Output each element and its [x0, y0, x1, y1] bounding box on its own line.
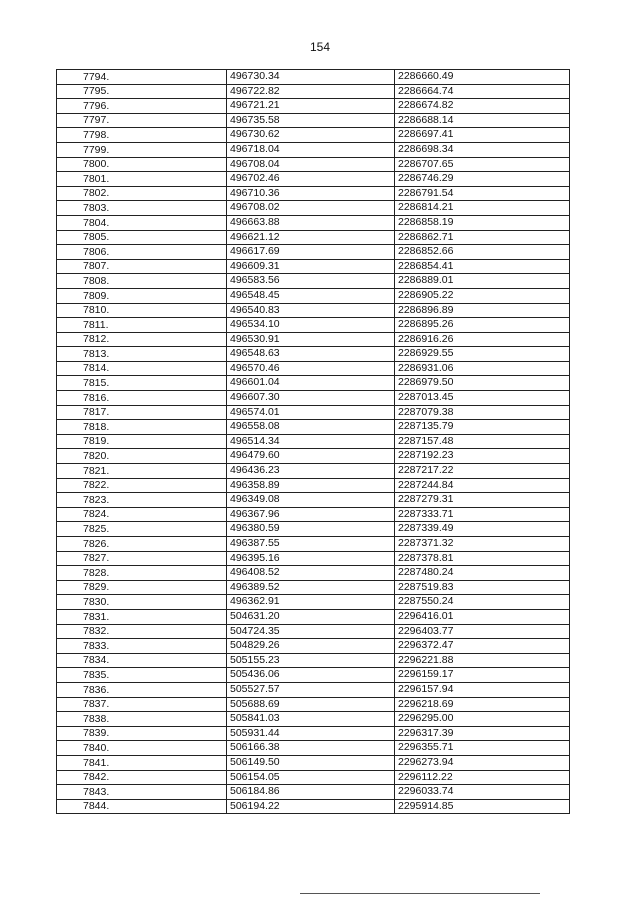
point-number-cell: 7805. — [57, 230, 227, 245]
y-coordinate-cell: 2286746.29 — [395, 172, 570, 187]
point-number-cell: 7816. — [57, 391, 227, 406]
y-coordinate-cell: 2296159.17 — [395, 668, 570, 683]
point-number-cell: 7807. — [57, 259, 227, 274]
table-row — [57, 391, 570, 406]
table-row — [57, 434, 570, 449]
y-coordinate-cell: 2286660.49 — [395, 70, 570, 85]
y-coordinate-cell: 2286854.41 — [395, 259, 570, 274]
y-coordinate-cell: 2286674.82 — [395, 99, 570, 114]
point-number-cell: 7834. — [57, 653, 227, 668]
table-row — [57, 741, 570, 756]
x-coordinate-cell: 496349.08 — [227, 493, 395, 508]
point-number-cell: 7813. — [57, 347, 227, 362]
point-number-cell: 7838. — [57, 712, 227, 727]
y-coordinate-cell: 2286889.01 — [395, 274, 570, 289]
y-coordinate-cell: 2286688.14 — [395, 113, 570, 128]
table-row — [57, 682, 570, 697]
x-coordinate-cell: 505688.69 — [227, 697, 395, 712]
table-row — [57, 493, 570, 508]
y-coordinate-cell: 2286979.50 — [395, 376, 570, 391]
y-coordinate-cell: 2286929.55 — [395, 347, 570, 362]
point-number-cell: 7822. — [57, 478, 227, 493]
table-row — [57, 318, 570, 333]
y-coordinate-cell: 2286862.71 — [395, 230, 570, 245]
y-coordinate-cell: 2287135.79 — [395, 420, 570, 435]
y-coordinate-cell: 2286698.34 — [395, 142, 570, 157]
x-coordinate-cell: 506154.05 — [227, 770, 395, 785]
x-coordinate-cell: 504724.35 — [227, 624, 395, 639]
point-number-cell: 7796. — [57, 99, 227, 114]
y-coordinate-cell: 2296112.22 — [395, 770, 570, 785]
point-number-cell: 7828. — [57, 566, 227, 581]
table-row — [57, 113, 570, 128]
point-number-cell: 7836. — [57, 682, 227, 697]
point-number-cell: 7815. — [57, 376, 227, 391]
x-coordinate-cell: 496607.30 — [227, 391, 395, 406]
table-row — [57, 303, 570, 318]
y-coordinate-cell: 2287013.45 — [395, 391, 570, 406]
table-row — [57, 128, 570, 143]
point-number-cell: 7795. — [57, 84, 227, 99]
x-coordinate-cell: 505527.57 — [227, 682, 395, 697]
y-coordinate-cell: 2296295.00 — [395, 712, 570, 727]
x-coordinate-cell: 496708.04 — [227, 157, 395, 172]
x-coordinate-cell: 496583.56 — [227, 274, 395, 289]
point-number-cell: 7832. — [57, 624, 227, 639]
table-row — [57, 172, 570, 187]
point-number-cell: 7806. — [57, 245, 227, 260]
footer-rule — [300, 893, 540, 894]
y-coordinate-cell: 2296273.94 — [395, 755, 570, 770]
y-coordinate-cell: 2287339.49 — [395, 522, 570, 537]
y-coordinate-cell: 2287244.84 — [395, 478, 570, 493]
y-coordinate-cell: 2287192.23 — [395, 449, 570, 464]
table-row — [57, 70, 570, 85]
point-number-cell: 7794. — [57, 70, 227, 85]
y-coordinate-cell: 2286814.21 — [395, 201, 570, 216]
x-coordinate-cell: 496514.34 — [227, 434, 395, 449]
point-number-cell: 7824. — [57, 507, 227, 522]
point-number-cell: 7803. — [57, 201, 227, 216]
y-coordinate-cell: 2296372.47 — [395, 639, 570, 654]
y-coordinate-cell: 2286916.26 — [395, 332, 570, 347]
table-row — [57, 770, 570, 785]
x-coordinate-cell: 496530.91 — [227, 332, 395, 347]
x-coordinate-cell: 504631.20 — [227, 609, 395, 624]
x-coordinate-cell: 505436.06 — [227, 668, 395, 683]
y-coordinate-cell: 2287371.32 — [395, 537, 570, 552]
table-row — [57, 551, 570, 566]
table-row — [57, 84, 570, 99]
x-coordinate-cell: 496548.45 — [227, 288, 395, 303]
y-coordinate-cell: 2286852.66 — [395, 245, 570, 260]
table-row — [57, 668, 570, 683]
y-coordinate-cell: 2287519.83 — [395, 580, 570, 595]
y-coordinate-cell: 2286791.54 — [395, 186, 570, 201]
table-row — [57, 157, 570, 172]
table-row — [57, 99, 570, 114]
point-number-cell: 7814. — [57, 361, 227, 376]
table-row — [57, 537, 570, 552]
point-number-cell: 7817. — [57, 405, 227, 420]
point-number-cell: 7798. — [57, 128, 227, 143]
table-row — [57, 712, 570, 727]
x-coordinate-cell: 496722.82 — [227, 84, 395, 99]
y-coordinate-cell: 2286707.65 — [395, 157, 570, 172]
table-row — [57, 799, 570, 814]
table-row — [57, 697, 570, 712]
page-number: 154 — [309, 40, 331, 54]
y-coordinate-cell: 2296221.88 — [395, 653, 570, 668]
x-coordinate-cell: 496721.21 — [227, 99, 395, 114]
x-coordinate-cell: 496548.63 — [227, 347, 395, 362]
table-row — [57, 464, 570, 479]
table-row — [57, 186, 570, 201]
y-coordinate-cell: 2287333.71 — [395, 507, 570, 522]
point-number-cell: 7802. — [57, 186, 227, 201]
x-coordinate-cell: 496663.88 — [227, 215, 395, 230]
table-row — [57, 215, 570, 230]
x-coordinate-cell: 496408.52 — [227, 566, 395, 581]
x-coordinate-cell: 496617.69 — [227, 245, 395, 260]
y-coordinate-cell: 2286858.19 — [395, 215, 570, 230]
y-coordinate-cell: 2296416.01 — [395, 609, 570, 624]
x-coordinate-cell: 496621.12 — [227, 230, 395, 245]
x-coordinate-cell: 496362.91 — [227, 595, 395, 610]
x-coordinate-cell: 505155.23 — [227, 653, 395, 668]
point-number-cell: 7810. — [57, 303, 227, 318]
x-coordinate-cell: 496389.52 — [227, 580, 395, 595]
y-coordinate-cell: 2286664.74 — [395, 84, 570, 99]
table-row — [57, 142, 570, 157]
x-coordinate-cell: 496609.31 — [227, 259, 395, 274]
point-number-cell: 7823. — [57, 493, 227, 508]
point-number-cell: 7809. — [57, 288, 227, 303]
point-number-cell: 7831. — [57, 609, 227, 624]
point-number-cell: 7812. — [57, 332, 227, 347]
y-coordinate-cell: 2296157.94 — [395, 682, 570, 697]
point-number-cell: 7839. — [57, 726, 227, 741]
y-coordinate-cell: 2287279.31 — [395, 493, 570, 508]
x-coordinate-cell: 496710.36 — [227, 186, 395, 201]
y-coordinate-cell: 2287079.38 — [395, 405, 570, 420]
x-coordinate-cell: 496730.62 — [227, 128, 395, 143]
table-row — [57, 478, 570, 493]
table-row — [57, 785, 570, 800]
y-coordinate-cell: 2287378.81 — [395, 551, 570, 566]
x-coordinate-cell: 496540.83 — [227, 303, 395, 318]
point-number-cell: 7827. — [57, 551, 227, 566]
y-coordinate-cell: 2287480.24 — [395, 566, 570, 581]
y-coordinate-cell: 2286895.26 — [395, 318, 570, 333]
table-row — [57, 653, 570, 668]
point-number-cell: 7799. — [57, 142, 227, 157]
x-coordinate-cell: 496395.16 — [227, 551, 395, 566]
x-coordinate-cell: 496534.10 — [227, 318, 395, 333]
x-coordinate-cell: 496708.02 — [227, 201, 395, 216]
x-coordinate-cell: 506149.50 — [227, 755, 395, 770]
y-coordinate-cell: 2287157.48 — [395, 434, 570, 449]
y-coordinate-cell: 2296317.39 — [395, 726, 570, 741]
point-number-cell: 7821. — [57, 464, 227, 479]
point-number-cell: 7829. — [57, 580, 227, 595]
x-coordinate-cell: 505931.44 — [227, 726, 395, 741]
y-coordinate-cell: 2295914.85 — [395, 799, 570, 814]
point-number-cell: 7826. — [57, 537, 227, 552]
y-coordinate-cell: 2296033.74 — [395, 785, 570, 800]
point-number-cell: 7835. — [57, 668, 227, 683]
table-row — [57, 449, 570, 464]
point-number-cell: 7837. — [57, 697, 227, 712]
x-coordinate-cell: 496735.58 — [227, 113, 395, 128]
x-coordinate-cell: 496479.60 — [227, 449, 395, 464]
point-number-cell: 7800. — [57, 157, 227, 172]
table-row — [57, 347, 570, 362]
x-coordinate-cell: 496380.59 — [227, 522, 395, 537]
table-row — [57, 609, 570, 624]
x-coordinate-cell: 496574.01 — [227, 405, 395, 420]
x-coordinate-cell: 496387.55 — [227, 537, 395, 552]
y-coordinate-cell: 2296403.77 — [395, 624, 570, 639]
x-coordinate-cell: 496702.46 — [227, 172, 395, 187]
table-row — [57, 274, 570, 289]
point-number-cell: 7811. — [57, 318, 227, 333]
coordinates-table-body — [57, 70, 570, 814]
point-number-cell: 7844. — [57, 799, 227, 814]
table-row — [57, 507, 570, 522]
x-coordinate-cell: 496730.34 — [227, 70, 395, 85]
x-coordinate-cell: 506194.22 — [227, 799, 395, 814]
y-coordinate-cell: 2287550.24 — [395, 595, 570, 610]
table-row — [57, 245, 570, 260]
table-row — [57, 288, 570, 303]
y-coordinate-cell: 2286905.22 — [395, 288, 570, 303]
x-coordinate-cell: 506166.38 — [227, 741, 395, 756]
x-coordinate-cell: 505841.03 — [227, 712, 395, 727]
point-number-cell: 7830. — [57, 595, 227, 610]
x-coordinate-cell: 496358.89 — [227, 478, 395, 493]
table-row — [57, 420, 570, 435]
table-row — [57, 624, 570, 639]
table-row — [57, 259, 570, 274]
point-number-cell: 7841. — [57, 755, 227, 770]
table-row — [57, 201, 570, 216]
point-number-cell: 7808. — [57, 274, 227, 289]
y-coordinate-cell: 2286931.06 — [395, 361, 570, 376]
point-number-cell: 7825. — [57, 522, 227, 537]
table-row — [57, 595, 570, 610]
point-number-cell: 7804. — [57, 215, 227, 230]
x-coordinate-cell: 506184.86 — [227, 785, 395, 800]
x-coordinate-cell: 496367.96 — [227, 507, 395, 522]
point-number-cell: 7833. — [57, 639, 227, 654]
table-row — [57, 230, 570, 245]
point-number-cell: 7843. — [57, 785, 227, 800]
point-number-cell: 7819. — [57, 434, 227, 449]
y-coordinate-cell: 2287217.22 — [395, 464, 570, 479]
x-coordinate-cell: 496570.46 — [227, 361, 395, 376]
table-row — [57, 522, 570, 537]
point-number-cell: 7820. — [57, 449, 227, 464]
table-row — [57, 755, 570, 770]
point-number-cell: 7840. — [57, 741, 227, 756]
point-number-cell: 7818. — [57, 420, 227, 435]
table-row — [57, 361, 570, 376]
x-coordinate-cell: 496718.04 — [227, 142, 395, 157]
table-row — [57, 332, 570, 347]
y-coordinate-cell: 2286896.89 — [395, 303, 570, 318]
y-coordinate-cell: 2286697.41 — [395, 128, 570, 143]
table-row — [57, 376, 570, 391]
x-coordinate-cell: 496558.08 — [227, 420, 395, 435]
x-coordinate-cell: 496436.23 — [227, 464, 395, 479]
x-coordinate-cell: 496601.04 — [227, 376, 395, 391]
table-row — [57, 639, 570, 654]
point-number-cell: 7797. — [57, 113, 227, 128]
table-row — [57, 566, 570, 581]
point-number-cell: 7801. — [57, 172, 227, 187]
table-row — [57, 580, 570, 595]
table-row — [57, 405, 570, 420]
table-row — [57, 726, 570, 741]
point-number-cell: 7842. — [57, 770, 227, 785]
y-coordinate-cell: 2296218.69 — [395, 697, 570, 712]
y-coordinate-cell: 2296355.71 — [395, 741, 570, 756]
coordinates-table — [56, 69, 570, 814]
x-coordinate-cell: 504829.26 — [227, 639, 395, 654]
